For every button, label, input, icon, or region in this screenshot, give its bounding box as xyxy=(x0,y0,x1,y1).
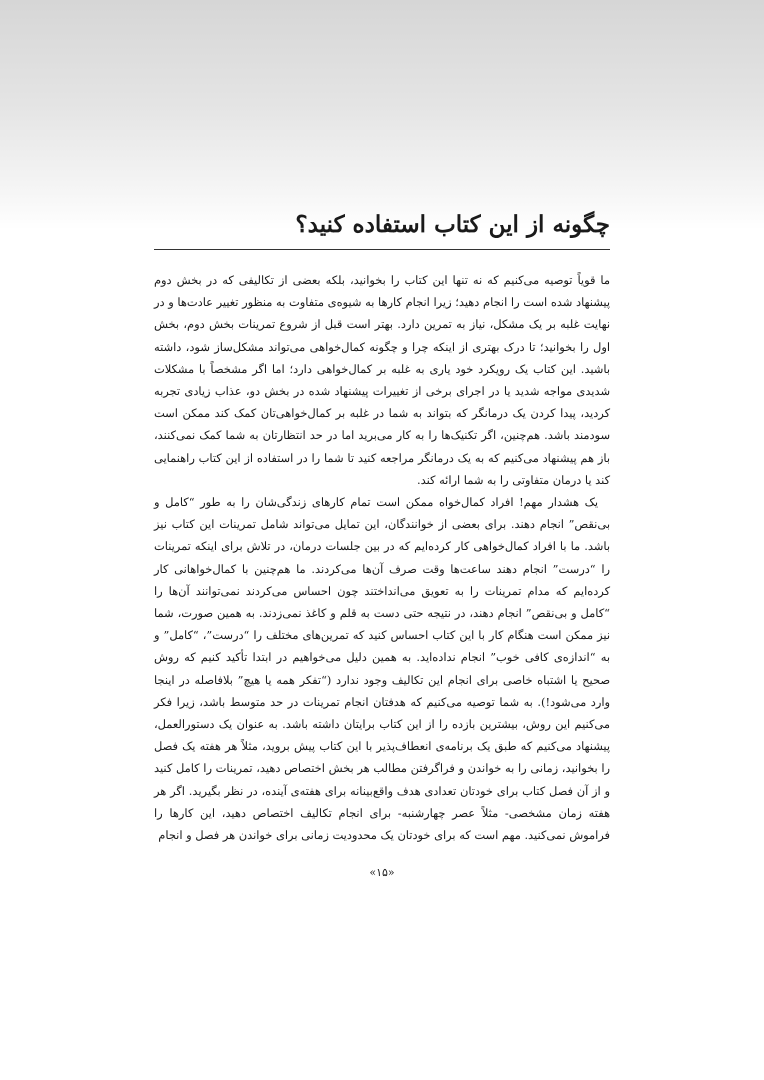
title-underline xyxy=(154,249,610,250)
page-number: «۱۵» xyxy=(369,866,395,879)
body-text xyxy=(154,269,610,846)
paragraph-2: یک هشدار مهم! افراد کمال‌خواه ممکن است تمام کارهای زندگی‌شان را به طور “کامل و بی‌نقص” انجام دهند. برای بعضی از خوانندگان، این تمایل می‌تواند شامل تمرینات این کتاب نیز باشد. ما با افراد کمال‌خواهی کار کرده‌ایم که در بین جلسات درمان، در تلاش برای اینکه تمرینات را “درست” انجام دهند ساعت‌ها وقت صرف آن‌ها می‌کردند. ما هم‌چنین با کمال‌خواهانی کار کرده‌ایم که مدام تمرینات را به تعویق می‌انداختند چون احساس می‌کردند نمی‌توانند آن‌ها را “کامل و بی‌نقص” انجام دهند، در نتیجه حتی دست به قلم و کاغذ نمی‌زدند. به همین صورت، شما نیز ممکن است هنگام کار با این کتاب احساس کنید که تمرین‌های مختلف را “درست”، “کامل” و به “اندازه‌ی کافی خوب” انجام نداده‌اید. به همین دلیل می‌خواهیم در ابتدا تأکید کنیم که روش صحیح یا اشتباه خاصی برای انجام این تکالیف وجود ندارد (“تفکر همه یا هیچ” بلافاصله در اینجا وارد می‌شود!). به شما توصیه می‌کنیم که هدفتان انجام تمرینات در حد متوسط باشد، زیرا فکر می‌کنیم این روش، بیشترین بازده را از این کتاب برایتان داشته باشد. به عنوان یک دستورالعمل، پیشنهاد می‌کنیم که طبق یک برنامه‌ی انعطاف‌پذیر با این کتاب پیش بروید، مثلاً هر هفته یک فصل را بخوانید، زمانی را به خواندن و فراگرفتن مطالب هر بخش اختصاص دهید، تمرینات را کامل کنید و از آن فصل کتاب برای خودتان تعدادی هدف واقع‌بینانه برای هفته‌ی آینده، در نظر بگیرید. اگر هر هفته زمان مشخصی- مثلاً عصر چهارشنبه- برای انجام تکالیف اختصاص دهید، این کارها را فراموش نمی‌کنید. مهم است که برای خودتان یک محدودیت زمانی برای خواندن هر فصل و انجام xyxy=(154,495,610,843)
header-gradient-band xyxy=(0,0,764,230)
chapter-title: چگونه از این کتاب استفاده کنید؟ xyxy=(295,211,610,238)
paragraph-1: ما قویاً توصیه می‌کنیم که نه تنها این کتاب را بخوانید، بلکه بعضی از تکالیفی که در بخش دوم پیشنهاد شده است را انجام دهید؛ زیرا انجام کارها به شیوه‌ی متفاوت به منظور تغییر عادت‌ها و در نهایت غلبه بر یک مشکل، نیاز به تمرین دارد. بهتر است قبل از شروع تمرینات بخش دوم، بخش اول را بخوانید؛ تا درک بهتری از اینکه چرا و چگونه کمال‌خواهی می‌تواند مشکل‌ساز شود، داشته باشید. این کتاب یک رویکرد خود یاری به غلبه بر کمال‌خواهی دارد؛ اما اگر مشخصاً با مشکلات شدیدی مواجه شدید یا در اجرای برخی از تغییرات پیشنهاد شده در بخش دو، عذاب زیادی تجربه کردید، پیدا کردن یک درمانگر که بتواند به شما در غلبه بر کمال‌خواهی‌تان کمک کند ممکن است سودمند باشد. هم‌چنین، اگر تکنیک‌ها را به کار می‌برید اما در حد انتظارتان به شما کمک نمی‌کنند، باز هم پیشنهاد می‌کنیم که به یک درمانگر مراجعه کنید تا شما را در استفاده از این کتاب راهنمایی کند یا درمان متفاوتی را به شما ارائه کند. xyxy=(154,273,610,487)
